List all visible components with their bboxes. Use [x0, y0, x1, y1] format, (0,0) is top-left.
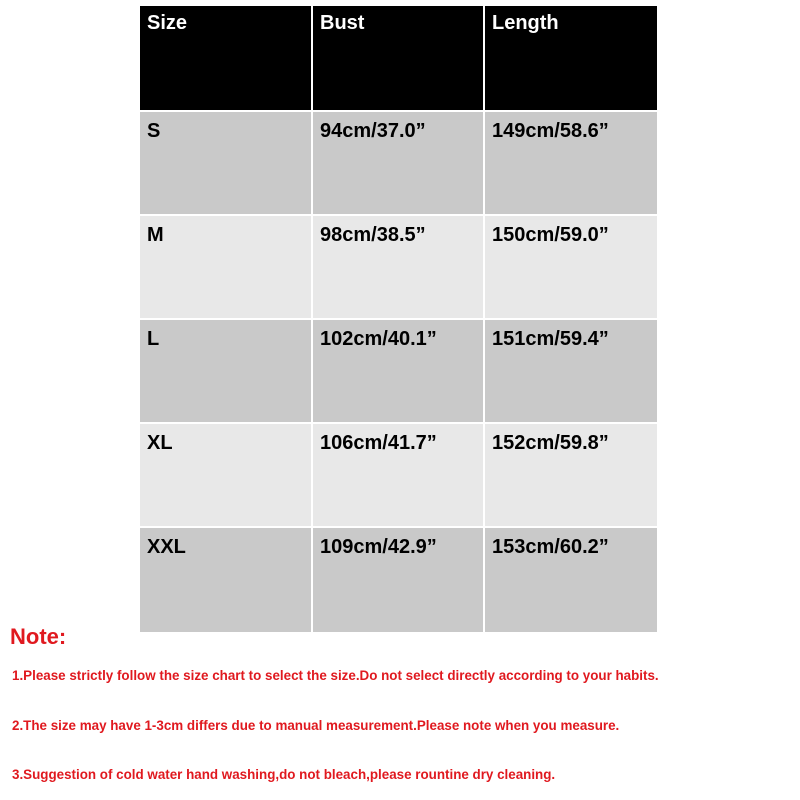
header-size: Size [140, 6, 313, 112]
cell-size: XXL [140, 528, 313, 632]
note-line-1: 1.Please strictly follow the size chart to select the size.Do not select directly according to your habits. [12, 668, 659, 683]
table-body [140, 112, 657, 632]
table-row [140, 424, 657, 528]
header-row [140, 6, 657, 112]
table-row [140, 528, 657, 632]
table-row [140, 112, 657, 216]
note-line-3: 3.Suggestion of cold water hand washing,do not bleach,please rountine dry cleaning. [12, 767, 556, 782]
header-length: Length [485, 6, 657, 112]
cell-size: XL [140, 424, 313, 528]
size-chart-table [140, 6, 657, 632]
table-row [140, 320, 657, 424]
note-title: Note: [10, 624, 67, 649]
note-line-2: 2.The size may have 1-3cm differs due to manual measurement.Please note when you measure. [12, 718, 620, 733]
cell-bust: 109cm/42.9” [313, 528, 485, 632]
cell-bust: 94cm/37.0” [313, 112, 485, 216]
cell-length: 153cm/60.2” [485, 528, 657, 632]
header-bust: Bust [313, 6, 485, 112]
cell-length: 152cm/59.8” [485, 424, 657, 528]
cell-bust: 102cm/40.1” [313, 320, 485, 424]
cell-size: S [140, 112, 313, 216]
cell-bust: 98cm/38.5” [313, 216, 485, 320]
cell-size: L [140, 320, 313, 424]
cell-size: M [140, 216, 313, 320]
cell-length: 151cm/59.4” [485, 320, 657, 424]
cell-length: 150cm/59.0” [485, 216, 657, 320]
table-row [140, 216, 657, 320]
cell-bust: 106cm/41.7” [313, 424, 485, 528]
cell-length: 149cm/58.6” [485, 112, 657, 216]
table-header [140, 6, 657, 112]
